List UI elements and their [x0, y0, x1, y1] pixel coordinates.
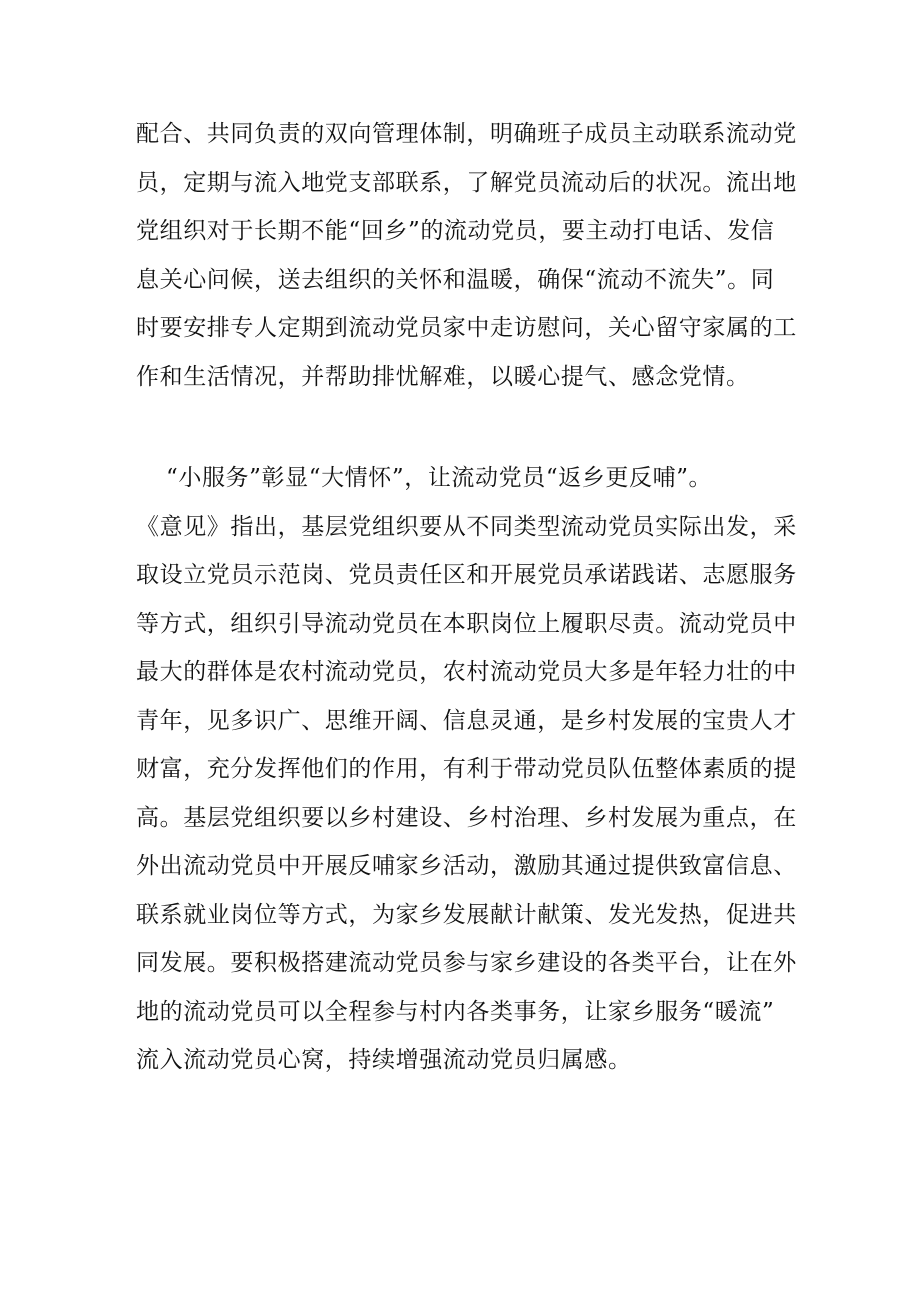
text-line: 等方式，组织引导流动党员在本职岗位上履职尽责。流动党员中: [136, 610, 797, 637]
paragraph-2: [136, 454, 797, 1085]
text-line: 党组织对于长期不能“回乡”的流动党员，要主动打电话、发信: [136, 218, 775, 244]
text-line: 外出流动党员中开展反哺家乡活动，激励其通过提供致富信息、: [136, 853, 797, 879]
text-line: 联系就业岗位等方式，为家乡发展献计献策、发光发热，促进共: [136, 901, 797, 928]
text-line: 时要安排专人定期到流动党员家中走访慰问，关心留守家属的工: [136, 315, 797, 341]
paragraph-1: [136, 110, 797, 401]
text-line: 配合、共同负责的双向管理体制，明确班子成员主动联系流动党: [136, 121, 797, 147]
text-line: 《意见》指出，基层党组织要从不同类型流动党员实际出发，采: [136, 513, 797, 540]
text-line: 最大的群体是农村流动党员，农村流动党员大多是年轻力壮的中: [136, 659, 797, 685]
text-line: 青年，见多识广、思维开阔、信息灵通，是乡村发展的宝贵人才: [136, 707, 797, 734]
text-line: 地的流动党员可以全程参与村内各类事务，让家乡服务“暖流”: [136, 998, 775, 1025]
text-line: 财富，充分发挥他们的作用，有利于带动党员队伍整体素质的提: [136, 756, 797, 782]
text-line: 取设立党员示范岗、党员责任区和开展党员承诺践诺、志愿服务: [136, 562, 797, 588]
text-line: 作和生活情况，并帮助排忧解难，以暖心提气、感念党情。: [136, 363, 750, 390]
text-line: 流入流动党员心窝，持续增强流动党员归属感。: [136, 1047, 632, 1073]
text-line: 高。基层党组织要以乡村建设、乡村治理、乡村发展为重点，在: [136, 804, 797, 831]
text-line: 员，定期与流入地党支部联系，了解党员流动后的状况。流出地: [136, 169, 797, 196]
paragraph-heading-line: “小服务”彰显“大情怀”，让流动党员“返乡更反哺”。: [166, 465, 713, 491]
text-line: 息关心问候，送去组织的关怀和温暖，确保“流动不流失”。同: [136, 266, 775, 293]
text-line: 同发展。要积极搭建流动党员参与家乡建设的各类平台，让在外: [136, 950, 797, 976]
